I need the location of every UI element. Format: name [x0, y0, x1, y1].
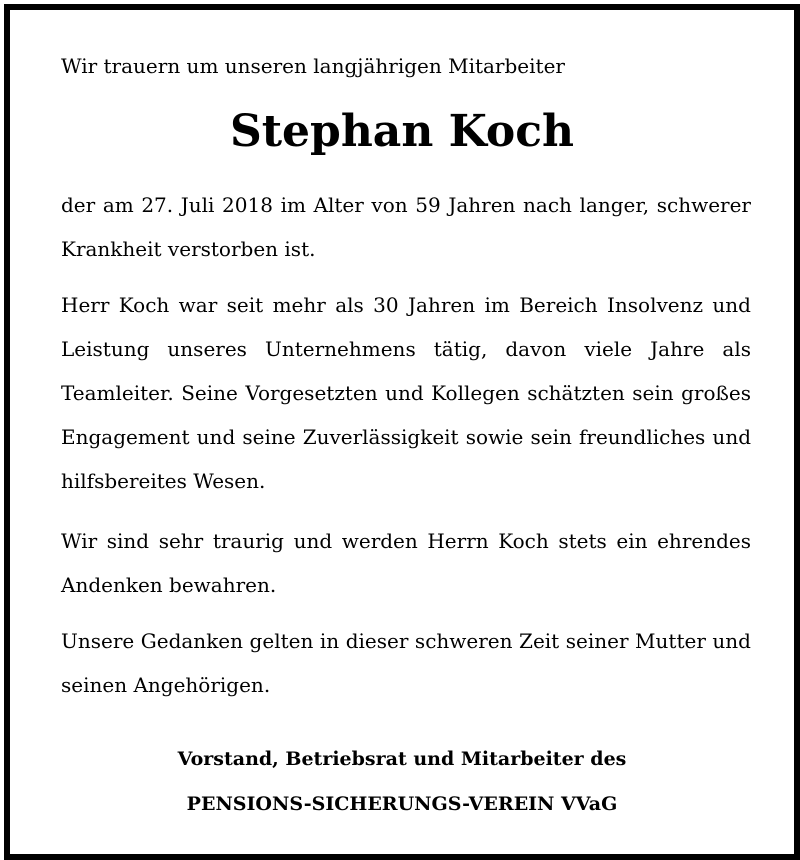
deceased-name: Stephan Koch [229, 106, 575, 157]
paragraph-condolences: Unsere Gedanken gelten in dieser schweren Zeit seiner Mutter und seinen Angehörigen. [61, 629, 751, 697]
obituary-notice [4, 4, 800, 860]
signature-line-1: Vorstand, Betriebsrat und Mitarbeiter des [177, 748, 627, 770]
signature-line-2: PENSIONS-SICHERUNGS-VEREIN VVaG [186, 793, 618, 815]
paragraph-remembrance: Wir sind sehr traurig und werden Herrn Koch stets ein ehrendes Andenken bewahren. [61, 529, 751, 597]
intro-line: Wir trauern um unseren langjährigen Mitarbeiter [61, 54, 565, 78]
paragraph-death-notice: der am 27. Juli 2018 im Alter von 59 Jahren nach langer, schwerer Krankheit verstorben ist. [61, 193, 751, 261]
paragraph-career: Herr Koch war seit mehr als 30 Jahren im Bereich Insolvenz und Leistung unseres Unternehmens tätig, davon viele Jahre als Teamleiter. Seine Vorgesetzten und Kollegen schätzten sein großes Engagement und seine Zuverlässigkeit sowie sein freundliches und hilfsbereites Wesen. [61, 293, 751, 493]
